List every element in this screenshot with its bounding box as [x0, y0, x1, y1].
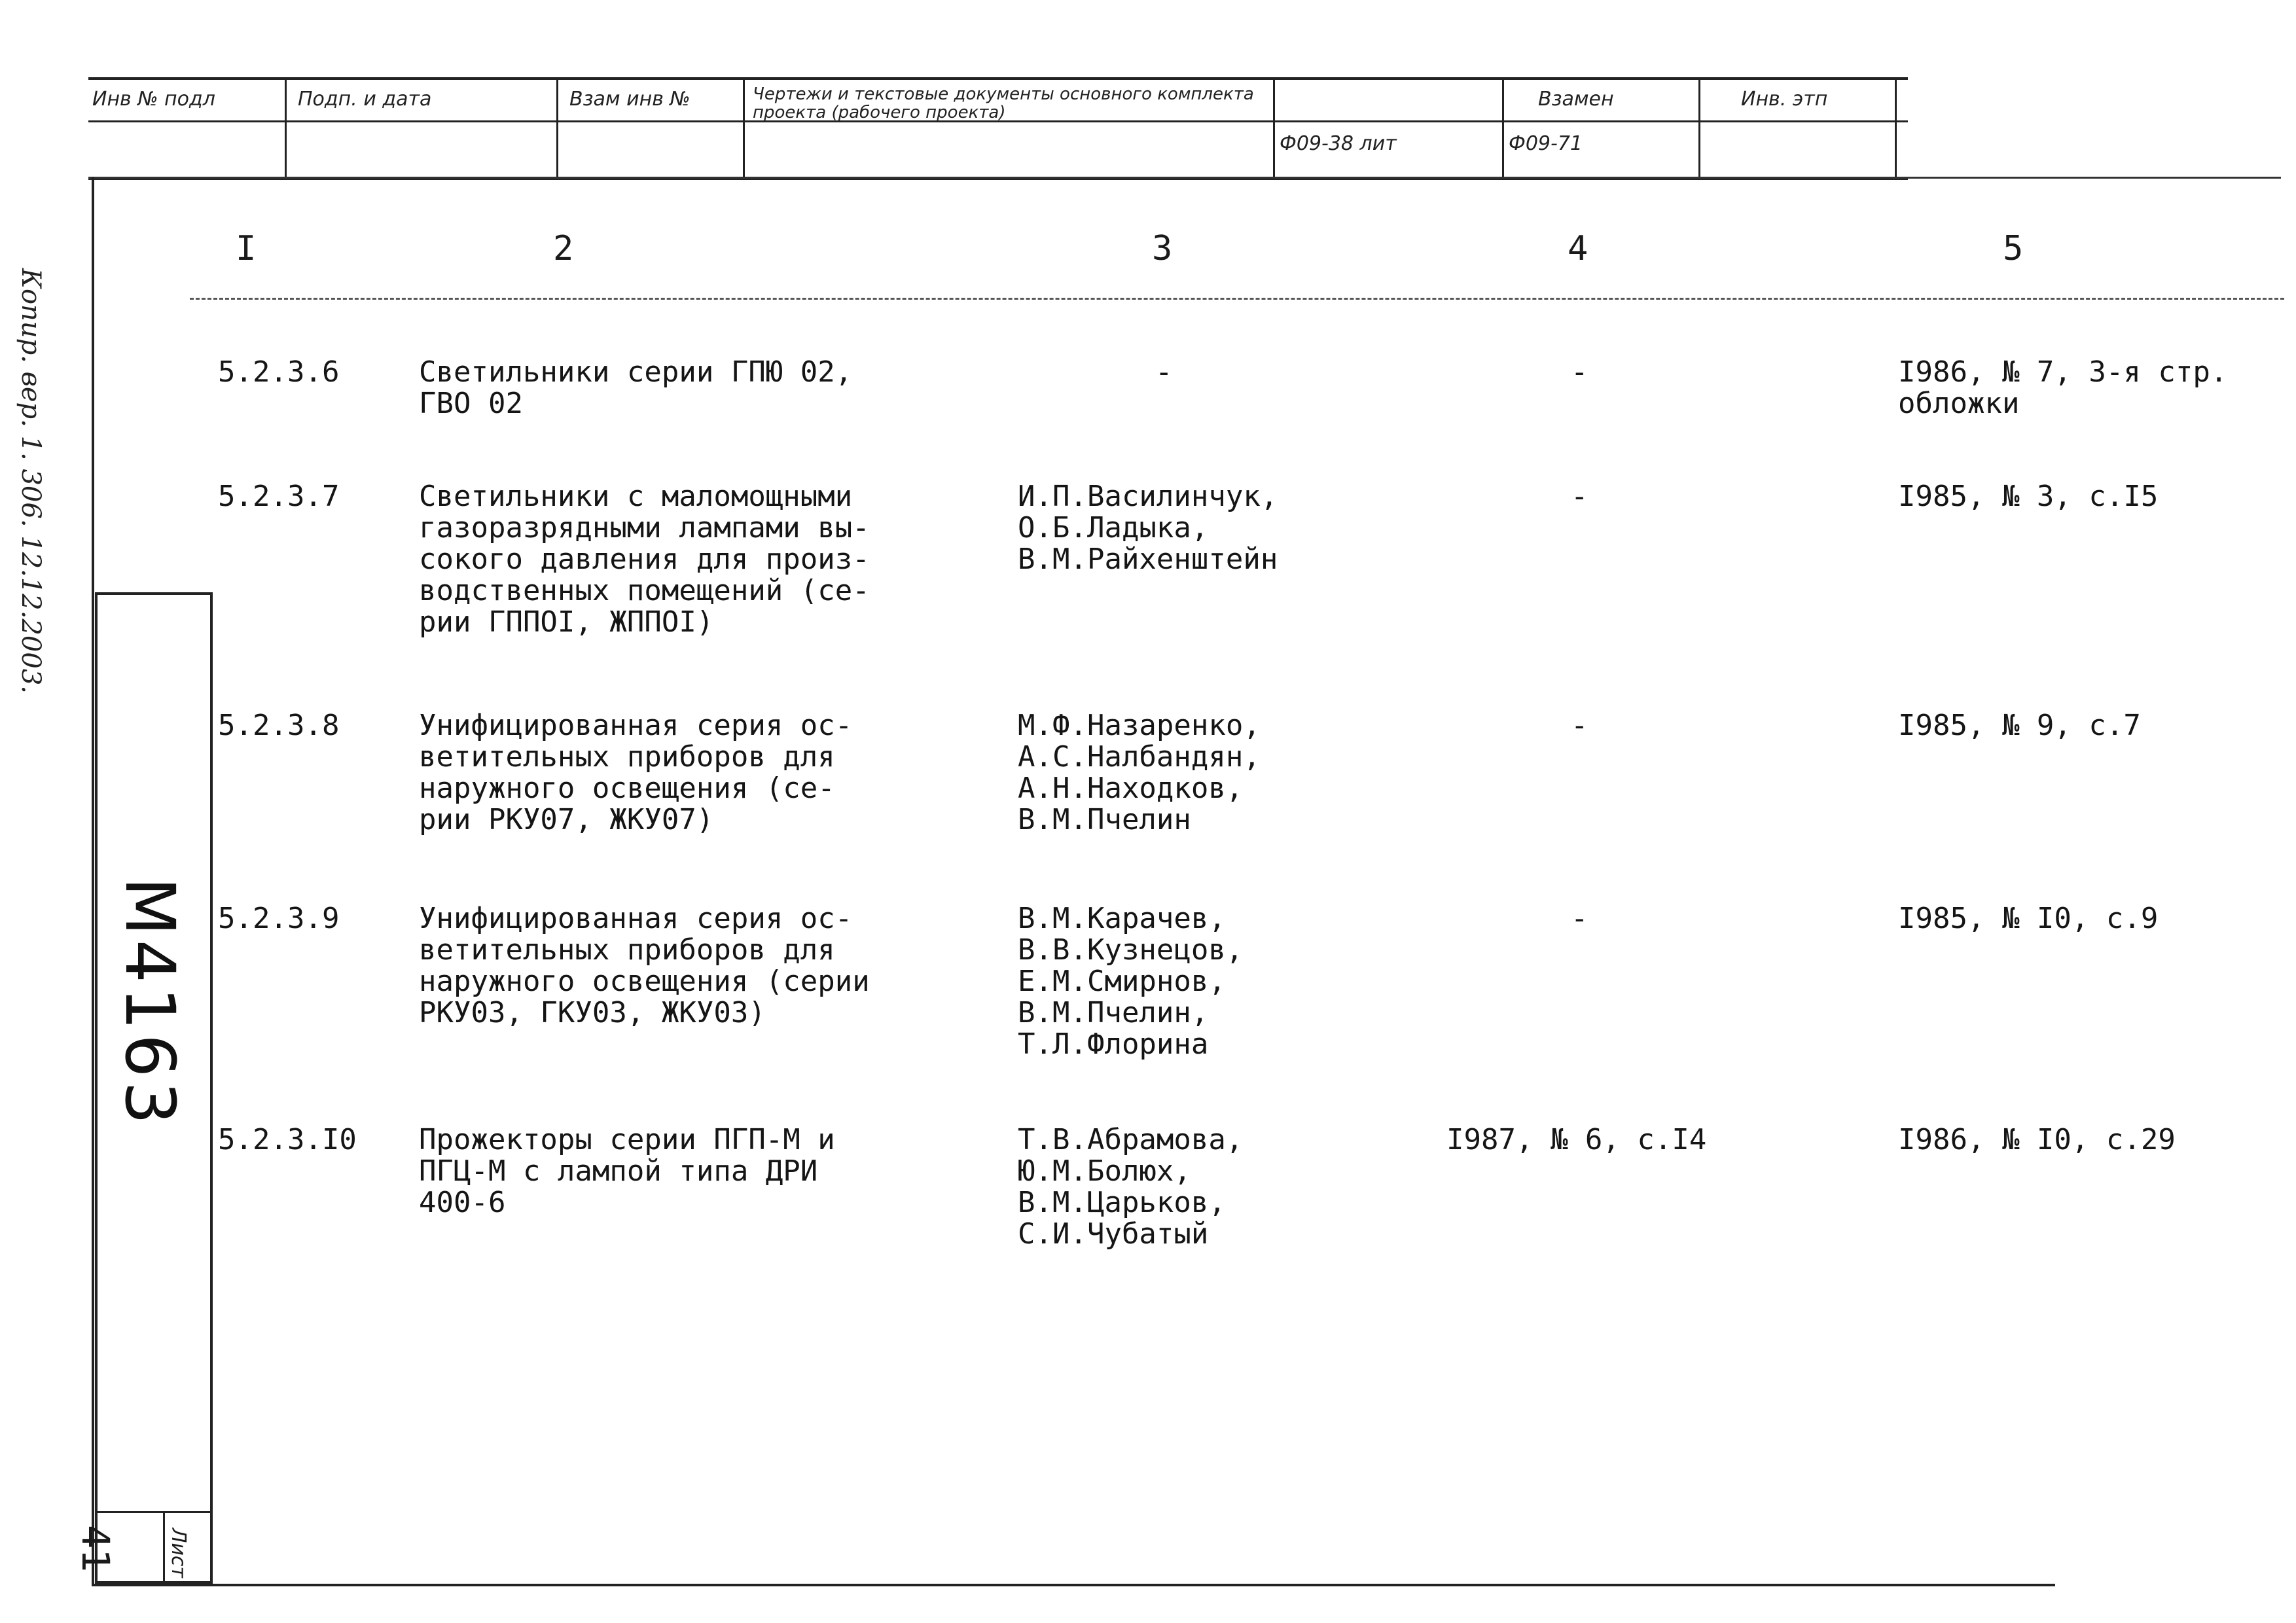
row-title: Светильники с маломощными газоразрядными лампами вы- сокого давления для произ- водственных помещений (се- рии ГППОI, ЖППОI): [419, 480, 870, 639]
row-authors: -: [1155, 355, 1173, 389]
row-col4: -: [1571, 902, 1588, 935]
stamp-docs-code: Ф09-38 лит: [1280, 132, 1397, 155]
column-header-2: 2: [553, 229, 574, 268]
row-code: 5.2.3.6: [218, 355, 340, 389]
stamp-col-line: [1895, 80, 1897, 178]
row-authors: В.М.Карачев, В.В.Кузнецов, Е.М.Смирнов, В.М.Пчелин, Т.Л.Флорина: [1018, 902, 1244, 1061]
row-authors: И.П.Василинчук, О.Б.Ладыка, В.М.Райхенштейн: [1018, 480, 1278, 576]
row-col5: I985, № 3, с.I5: [1898, 480, 2159, 513]
bottom-frame-line: [92, 1584, 2055, 1586]
stamp-col-line: [1698, 80, 1700, 178]
inventory-box-divider: [98, 1511, 210, 1513]
sheet-label: Лист: [167, 1528, 190, 1578]
row-col5: I985, № I0, с.9: [1898, 902, 2159, 935]
inventory-box-divider-v: [163, 1511, 165, 1584]
stamp-replaced-code: Ф09-71: [1509, 132, 1583, 155]
row-col5: I986, № I0, с.29: [1898, 1123, 2176, 1156]
stamp-col-line: [743, 80, 745, 178]
title-stamp: [88, 77, 1908, 180]
stamp-col-line: [285, 80, 287, 178]
row-title: Светильники серии ГПЮ 02, ГВО 02: [419, 355, 853, 420]
row-col5: I985, № 9, с.7: [1898, 709, 2141, 742]
row-col4: -: [1571, 480, 1588, 513]
column-header-1: I: [236, 229, 257, 268]
stamp-docs-label: Чертежи и текстовые документы основного комплекта проекта (рабочего проекта): [753, 84, 1254, 122]
row-title: Унифицированная серия ос- ветительных приборов для наружного освещения (се- рии РКУ07, ЖКУ07): [419, 709, 853, 836]
stamp-sign-label: Подп. и дата: [298, 88, 432, 111]
row-code: 5.2.3.7: [218, 480, 340, 513]
column-header-3: 3: [1152, 229, 1173, 268]
column-header-5: 5: [2003, 229, 2024, 268]
row-title: Унифицированная серия ос- ветительных приборов для наружного освещения (серии РКУ03, ГКУ03, ЖКУ03): [419, 902, 870, 1029]
row-code: 5.2.3.9: [218, 902, 340, 935]
stamp-replaced-label: Взамен: [1538, 88, 1614, 111]
row-authors: М.Ф.Назаренко, А.С.Налбандян, А.Н.Находков, В.М.Пчелин: [1018, 709, 1261, 836]
left-frame-line: [92, 177, 94, 1584]
row-col4: -: [1571, 355, 1588, 389]
row-col4: -: [1571, 709, 1588, 742]
header-rule: [88, 177, 2281, 179]
stamp-inv-label: Инв № подл: [92, 88, 215, 111]
row-col4: I987, № 6, с.I4: [1446, 1123, 1707, 1156]
row-title: Прожекторы серии ПГП-М и ПГЦ-М с лампой типа ДРИ 400-6: [419, 1123, 835, 1219]
row-code: 5.2.3.8: [218, 709, 340, 742]
row-code: 5.2.3.I0: [218, 1123, 357, 1156]
stamp-replace-label: Взам инв №: [569, 88, 691, 111]
column-header-rule: [190, 298, 2284, 300]
column-header-4: 4: [1568, 229, 1588, 268]
inventory-number: М4163: [110, 877, 190, 1129]
sheet-number: 41: [73, 1525, 118, 1573]
stamp-col-line: [556, 80, 558, 178]
margin-note: Копир. вер. 1. 306. 12.12.2003.: [16, 268, 46, 694]
stamp-col-line: [1273, 80, 1275, 178]
stamp-col-line: [1502, 80, 1504, 178]
row-col5: I986, № 7, 3-я стр. обложки: [1898, 355, 2228, 420]
row-authors: Т.В.Абрамова, Ю.М.Болюх, В.М.Царьков, С.И.Чубатый: [1018, 1123, 1244, 1251]
stamp-inv-stage-label: Инв. этп: [1741, 88, 1828, 111]
